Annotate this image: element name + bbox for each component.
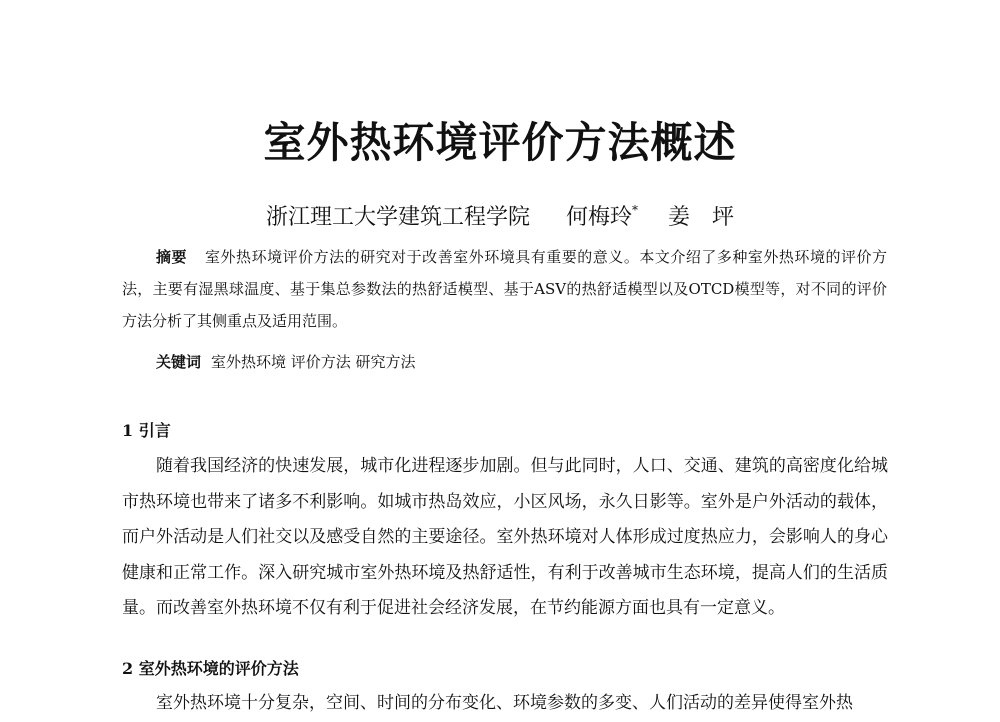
keywords-text: 室外热环境 评价方法 研究方法 (211, 353, 416, 371)
section-heading-intro: 1 引言 (122, 421, 171, 440)
abstract (122, 241, 887, 337)
section-intro-body (122, 449, 888, 627)
author-first-name: 何梅玲 (565, 205, 632, 230)
intro-paragraph: 随着我国经济的快速发展，城市化进程逐步加剧。但与此同时，人口、交通、建筑的高密度化给城市热环境也带来了诸多不利影响。如城市热岛效应，小区风场，永久日影等。室外是户外活动的载体，而户外活动是人们社交以及感受自然的主要途径。室外热环境对人体形成过度热应力，会影响人的身心健康和正常工作。深入研究城市室外热环境及热舒适性，有利于改善城市生态环境，提高人们的生活质量。而改善室外热环境不仅有利于促进社会经济发展，在节约能源方面也具有一定意义。 (122, 456, 888, 618)
paper-title: 室外热环境评价方法概述 (263, 118, 737, 167)
section-heading-methods: 2 室外热环境的评价方法 (122, 659, 299, 678)
author-line (0, 192, 1000, 236)
keywords (156, 346, 416, 378)
author-first (566, 192, 638, 236)
corresponding-mark: * (632, 203, 638, 217)
author-second: 姜 坪 (668, 205, 735, 230)
abstract-text: 室外热环境评价方法的研究对于改善室外环境具有重要的意义。本文介绍了多种室外热环境的评价方法，主要有湿黑球温度、基于集总参数法的热舒适模型、基于ASV的热舒适模型以及OTCD模型等，对不同的评价方法分析了其侧重点及适用范围。 (122, 248, 887, 330)
affiliation: 浙江理工大学建筑工程学院 (265, 205, 530, 230)
methods-paragraph: 室外热环境十分复杂，空间、时间的分布变化、环境参数的多变、人们活动的差异使得室外热 (156, 693, 853, 713)
abstract-label: 摘要 (156, 248, 188, 266)
keywords-label: 关键词 (156, 353, 202, 371)
section-methods-body (122, 686, 888, 722)
